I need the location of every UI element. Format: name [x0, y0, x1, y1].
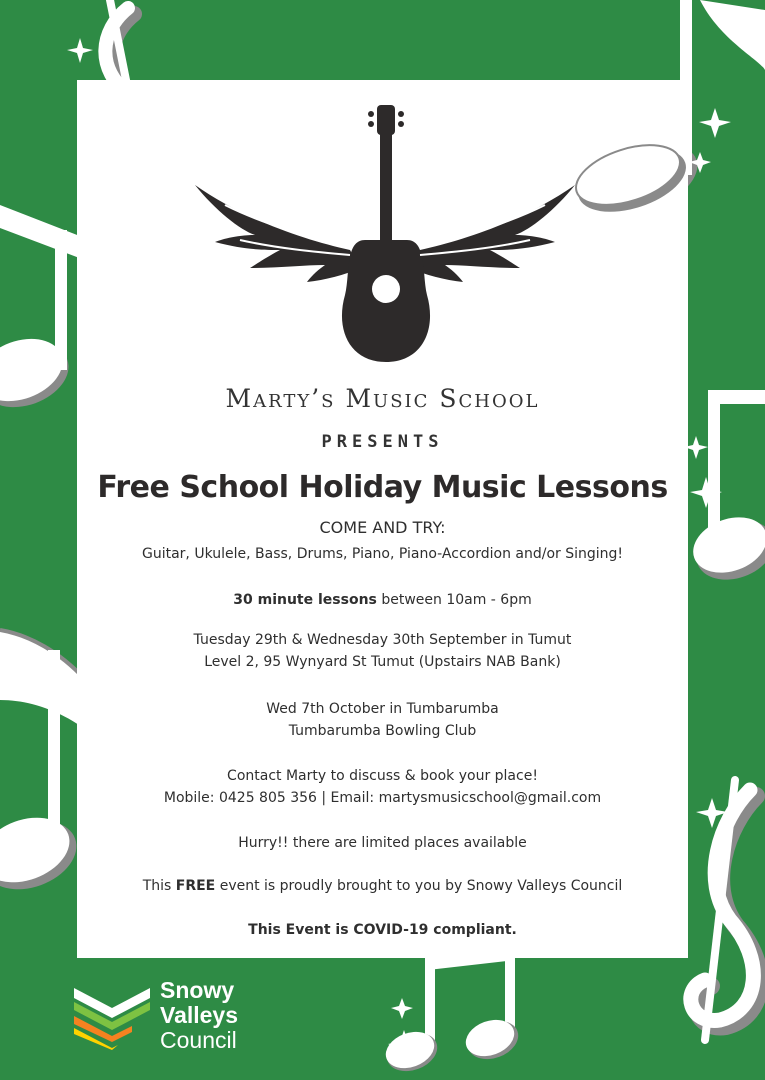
tumut-dates: Tuesday 29th & Wednesday 30th September in Tumut	[193, 632, 572, 648]
contact-line: Contact Marty to discuss & book your place!	[227, 768, 538, 784]
lesson-duration-rest: between 10am - 6pm	[376, 592, 532, 608]
instruments-list: Guitar, Ukulele, Bass, Drums, Piano, Piano-Accordion and/or Singing!	[141, 546, 624, 562]
council-name	[160, 978, 238, 1053]
sponsor-pre: This	[142, 878, 176, 894]
council-line-3: Council	[160, 1027, 237, 1053]
headline: Free School Holiday Music Lessons	[97, 470, 668, 505]
lesson-duration	[77, 592, 688, 608]
hurry-notice: Hurry!! there are limited places available	[238, 835, 527, 851]
school-name: Marty’s Music School	[225, 384, 540, 413]
tumbarumba-venue: Tumbarumba Bowling Club	[288, 723, 477, 739]
winged-guitar-logo	[185, 100, 585, 375]
lesson-duration-bold: 30 minute lessons	[233, 592, 377, 608]
sponsor-post: event is proudly brought to you by Snowy Valleys Council	[215, 878, 623, 894]
contact-details: Mobile: 0425 805 356 | Email: martysmusicschool@gmail.com	[163, 790, 602, 806]
eighth-note-icon	[685, 390, 765, 590]
presents-label: PRESENTS	[321, 432, 444, 452]
sponsor-free: FREE	[175, 878, 216, 894]
snowy-valleys-logo	[72, 980, 152, 1050]
council-line-2: Valleys	[160, 1002, 239, 1028]
tumbarumba-date: Wed 7th October in Tumbarumba	[266, 701, 499, 717]
covid-notice: This Event is COVID-19 compliant.	[248, 922, 517, 938]
sponsor-line	[77, 878, 688, 894]
council-line-1: Snowy	[160, 977, 235, 1003]
tumut-address: Level 2, 95 Wynyard St Tumut (Upstairs NAB Bank)	[204, 654, 561, 670]
come-and-try: COME AND TRY:	[319, 518, 446, 537]
